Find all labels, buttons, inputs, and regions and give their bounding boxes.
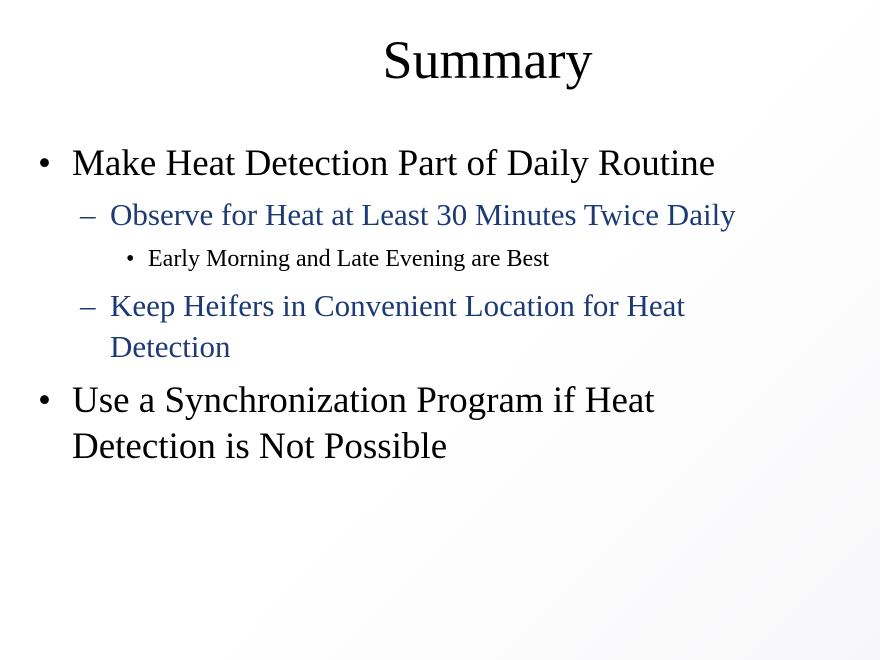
slide-title: Summary: [382, 30, 593, 90]
bullet-text: Keep Heifers in Convenient Location for Heat Detection: [110, 288, 686, 364]
bullet-marker: •: [38, 380, 51, 421]
bullet-level2-keep-heifers: [80, 285, 760, 367]
bullet-text: Use a Synchronization Program if Heat Detection is Not Possible: [72, 380, 655, 467]
bullet-level2-observe: [80, 194, 800, 235]
bullet-marker: •: [126, 246, 135, 272]
bullet-level3-early-morning: [126, 243, 826, 275]
bullet-marker: •: [38, 143, 51, 184]
dash-marker: –: [80, 288, 96, 323]
bullet-text: Observe for Heat at Least 30 Minutes Twice Daily: [110, 197, 736, 232]
bullet-text: Early Morning and Late Evening are Best: [148, 246, 550, 272]
dash-marker: –: [80, 197, 96, 232]
bullet-level1-synchronization: [38, 378, 718, 470]
bullet-level1-heat-detection: [38, 141, 838, 187]
bullet-text: Make Heat Detection Part of Daily Routine: [72, 143, 716, 184]
